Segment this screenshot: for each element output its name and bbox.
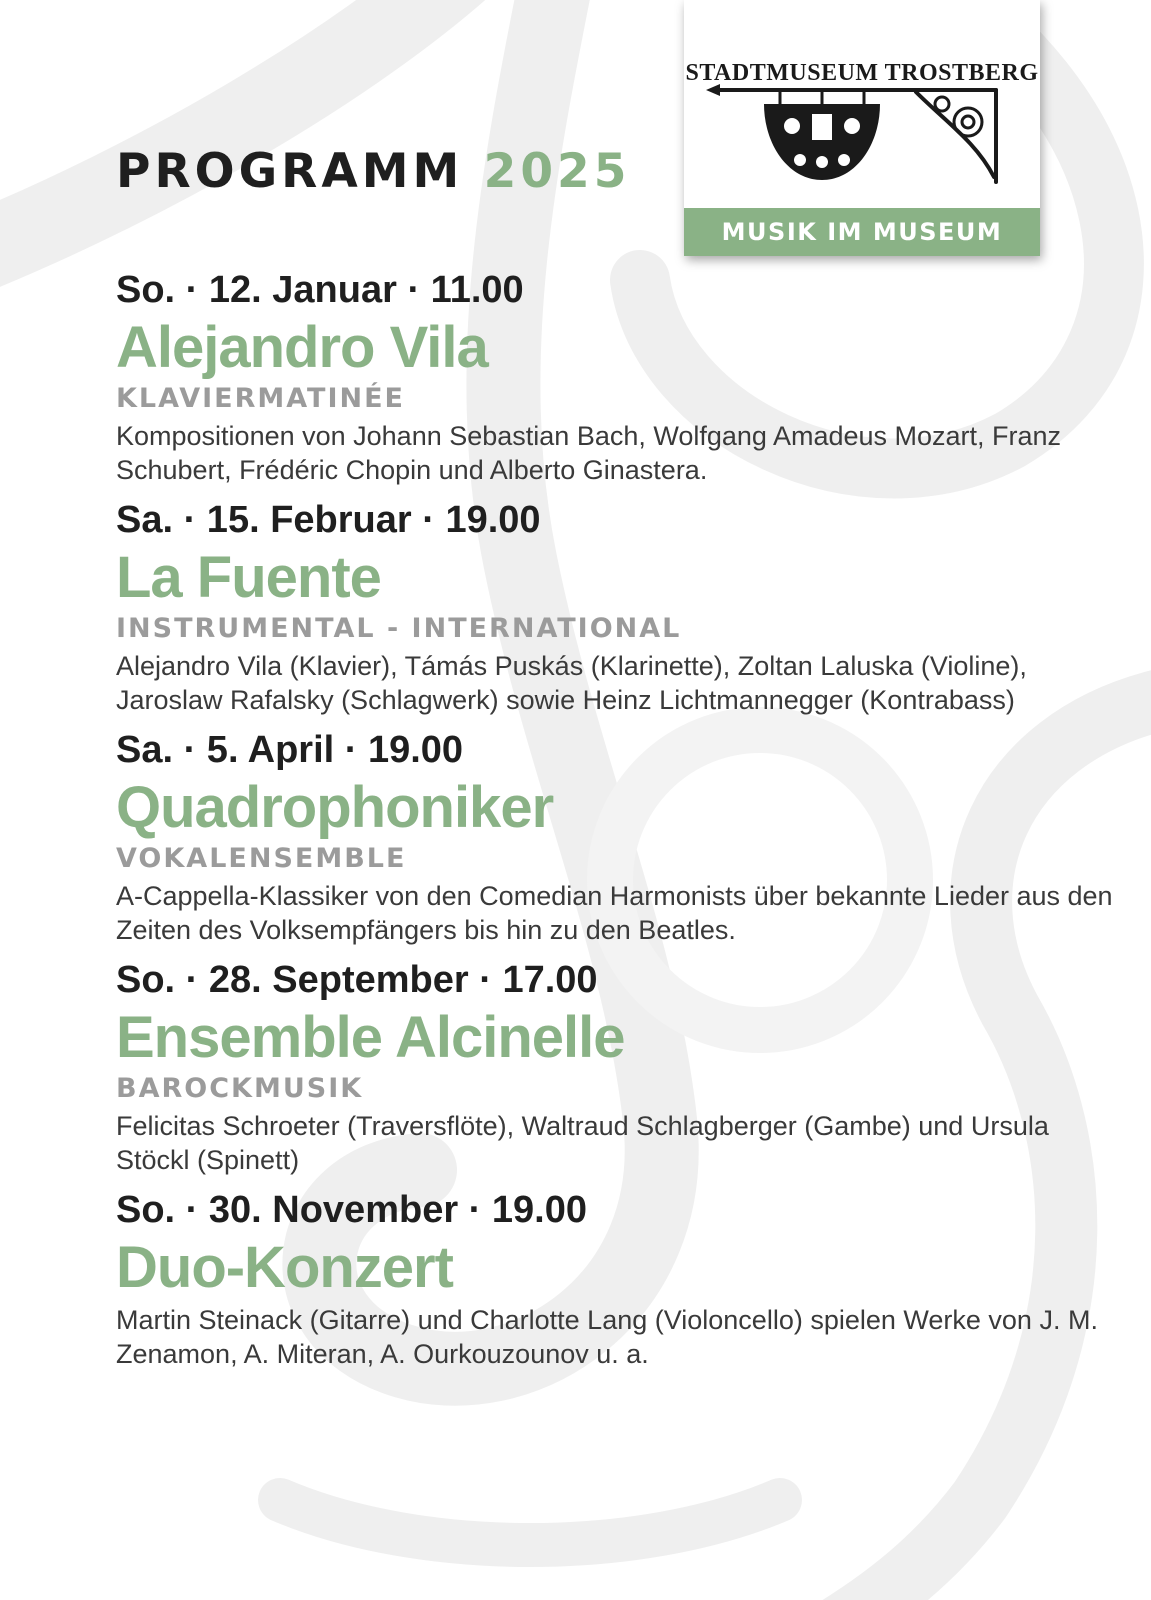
- event-description: Alejandro Vila (Klavier), Támás Puskás (Klarinette), Zoltan Laluska (Violine), Jaroslaw Rafalsky (Schlagwerk) sowie Heinz Lichtmannegger (Kontrabass): [116, 651, 1027, 715]
- program-heading-year: 2025: [483, 144, 631, 199]
- event-date: Sa. · 15. Februar · 19.00: [116, 499, 541, 541]
- event-description: Kompositionen von Johann Sebastian Bach, Wolfgang Amadeus Mozart, Franz Schubert, Frédéric Chopin und Alberto Ginastera.: [116, 421, 1062, 485]
- event-title: La Fuente: [116, 545, 381, 610]
- museum-name: STADTMUSEUM TROSTBERG: [685, 60, 1039, 86]
- museum-sign-icon: [706, 82, 1018, 194]
- event-genre: VOKALENSEMBLE: [116, 843, 407, 874]
- event-list: [116, 265, 1116, 1379]
- event-description: Felicitas Schroeter (Traversflöte), Waltraud Schlagberger (Gambe) und Ursula Stöckl (Spinett): [116, 1111, 1049, 1175]
- event-title: Quadrophoniker: [116, 775, 554, 840]
- event-date: So. · 28. September · 17.00: [116, 959, 598, 1001]
- event-genre: BAROCKMUSIK: [116, 1073, 364, 1104]
- event-item: [116, 725, 1116, 947]
- event-title: Ensemble Alcinelle: [116, 1005, 625, 1070]
- event-item: [116, 955, 1116, 1177]
- event-description: A-Cappella-Klassiker von den Comedian Harmonists über bekannte Lieder aus den Zeiten des Volksempfängers bis hin zu den Beatles.: [116, 881, 1113, 945]
- event-genre: INSTRUMENTAL - INTERNATIONAL: [116, 613, 682, 644]
- musik-im-museum-band: MUSIK IM MUSEUM: [684, 208, 1040, 256]
- event-date: Sa. · 5. April · 19.00: [116, 729, 464, 771]
- event-genre: KLAVIERMATINÉE: [116, 383, 405, 414]
- museum-logo: [684, 0, 1040, 256]
- event-item: [116, 265, 1116, 487]
- program-heading: [116, 140, 630, 204]
- event-title: Duo-Konzert: [116, 1235, 453, 1300]
- event-date: So. · 30. November · 19.00: [116, 1189, 587, 1231]
- event-description: Martin Steinack (Gitarre) und Charlotte Lang (Violoncello) spielen Werke von J. M. Zenamon, A. Miteran, A. Ourkouzounov u. a.: [116, 1305, 1098, 1369]
- event-item: [116, 495, 1116, 717]
- event-title: Alejandro Vila: [116, 315, 488, 380]
- program-heading-word: PROGRAMM: [116, 144, 464, 199]
- event-item: [116, 1185, 1116, 1371]
- event-date: So. · 12. Januar · 11.00: [116, 269, 524, 311]
